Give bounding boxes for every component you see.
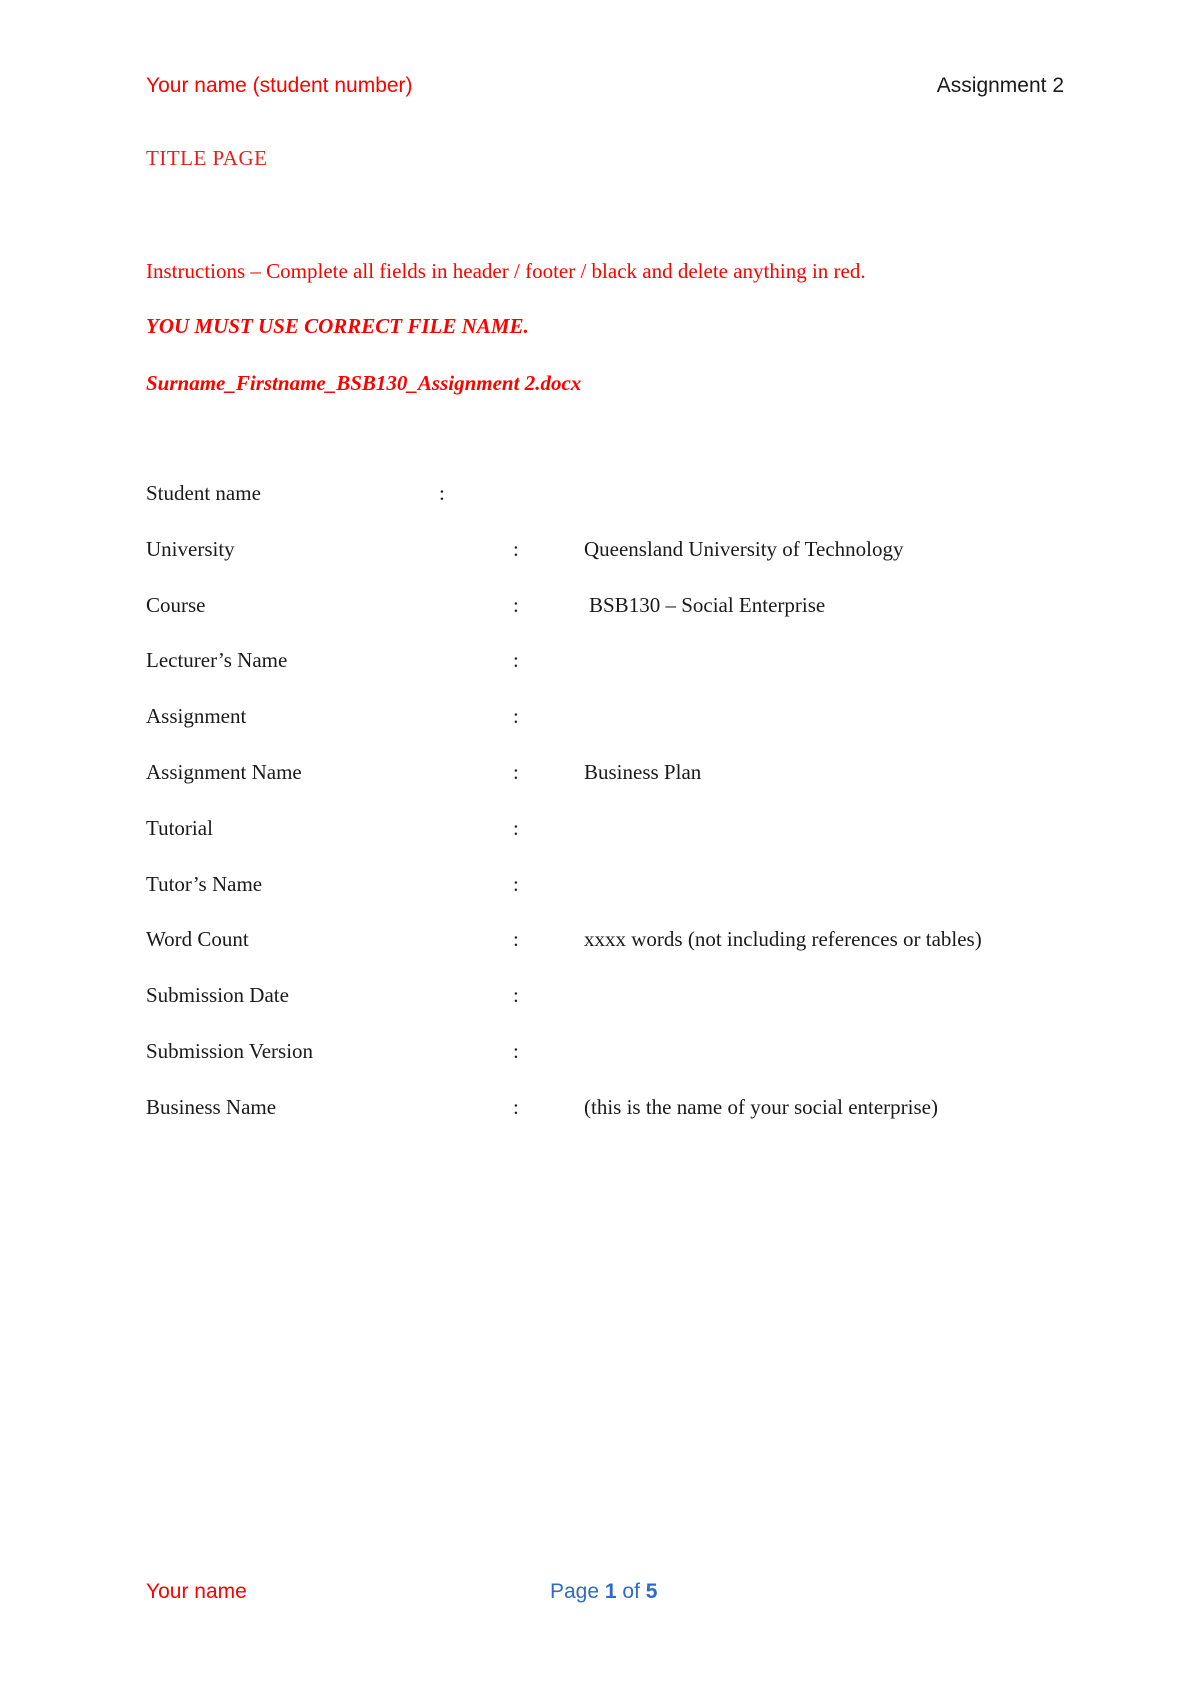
- field-row-student-name: [146, 481, 1066, 537]
- field-colon: :: [513, 759, 519, 784]
- field-row-business-name: [146, 1095, 1066, 1151]
- field-value[interactable]: Business Plan: [584, 759, 702, 784]
- field-row-tutor-name: [146, 872, 1066, 928]
- field-colon: :: [513, 927, 519, 952]
- required-file-name: Surname_Firstname_BSB130_Assignment 2.docx: [146, 371, 582, 395]
- field-label: Tutor’s Name: [146, 871, 263, 896]
- field-label: Lecturer’s Name: [146, 648, 288, 673]
- page-title: TITLE PAGE: [146, 146, 268, 170]
- field-colon: :: [513, 648, 519, 673]
- field-label: Business Name: [146, 1094, 277, 1119]
- file-name-warning: YOU MUST USE CORRECT FILE NAME.: [146, 314, 529, 338]
- page-number: [550, 1580, 657, 1604]
- field-label: Assignment: [146, 704, 247, 729]
- field-row-word-count: [146, 927, 1066, 983]
- field-row-assignment: [146, 704, 1066, 760]
- field-colon: :: [513, 983, 519, 1008]
- page-total: 5: [645, 1580, 658, 1603]
- instructions-text: Instructions – Complete all fields in header / footer / black and delete anything in red.: [146, 259, 866, 283]
- field-value[interactable]: BSB130 – Social Enterprise: [589, 592, 826, 617]
- header-student-name[interactable]: Your name (student number): [146, 74, 413, 97]
- page-header: [146, 74, 1064, 106]
- of-word: of: [622, 1580, 640, 1603]
- field-label: Submission Date: [146, 983, 289, 1008]
- field-label: Word Count: [146, 927, 249, 952]
- field-label: University: [146, 536, 235, 561]
- field-row-university: [146, 537, 1066, 593]
- header-assignment[interactable]: Assignment 2: [936, 74, 1064, 97]
- field-colon: :: [513, 704, 519, 729]
- field-colon: :: [513, 1038, 519, 1063]
- field-label: Assignment Name: [146, 759, 302, 784]
- page-current: 1: [604, 1580, 617, 1603]
- field-label: Student name: [146, 481, 261, 505]
- field-value[interactable]: (this is the name of your social enterprise): [584, 1094, 938, 1119]
- field-colon: :: [439, 481, 445, 505]
- field-row-submission-date: [146, 983, 1066, 1039]
- page-word: Page: [550, 1580, 600, 1603]
- field-colon: :: [513, 1094, 519, 1119]
- title-page-fields: [146, 481, 1066, 1151]
- field-colon: :: [513, 592, 519, 617]
- field-colon: :: [513, 536, 519, 561]
- field-label: Submission Version: [146, 1038, 314, 1063]
- field-value[interactable]: Queensland University of Technology: [584, 536, 904, 561]
- field-row-assignment-name: [146, 760, 1066, 816]
- footer-your-name[interactable]: Your name: [146, 1580, 247, 1603]
- field-row-tutorial: [146, 816, 1066, 872]
- field-row-course: [146, 593, 1066, 649]
- field-colon: :: [513, 815, 519, 840]
- field-value[interactable]: xxxx words (not including references or tables): [584, 927, 982, 952]
- field-label: Course: [146, 592, 206, 617]
- field-row-lecturer-name: [146, 648, 1066, 704]
- field-row-submission-version: [146, 1039, 1066, 1095]
- field-colon: :: [513, 871, 519, 896]
- field-label: Tutorial: [146, 815, 213, 840]
- page-footer: [146, 1580, 1064, 1612]
